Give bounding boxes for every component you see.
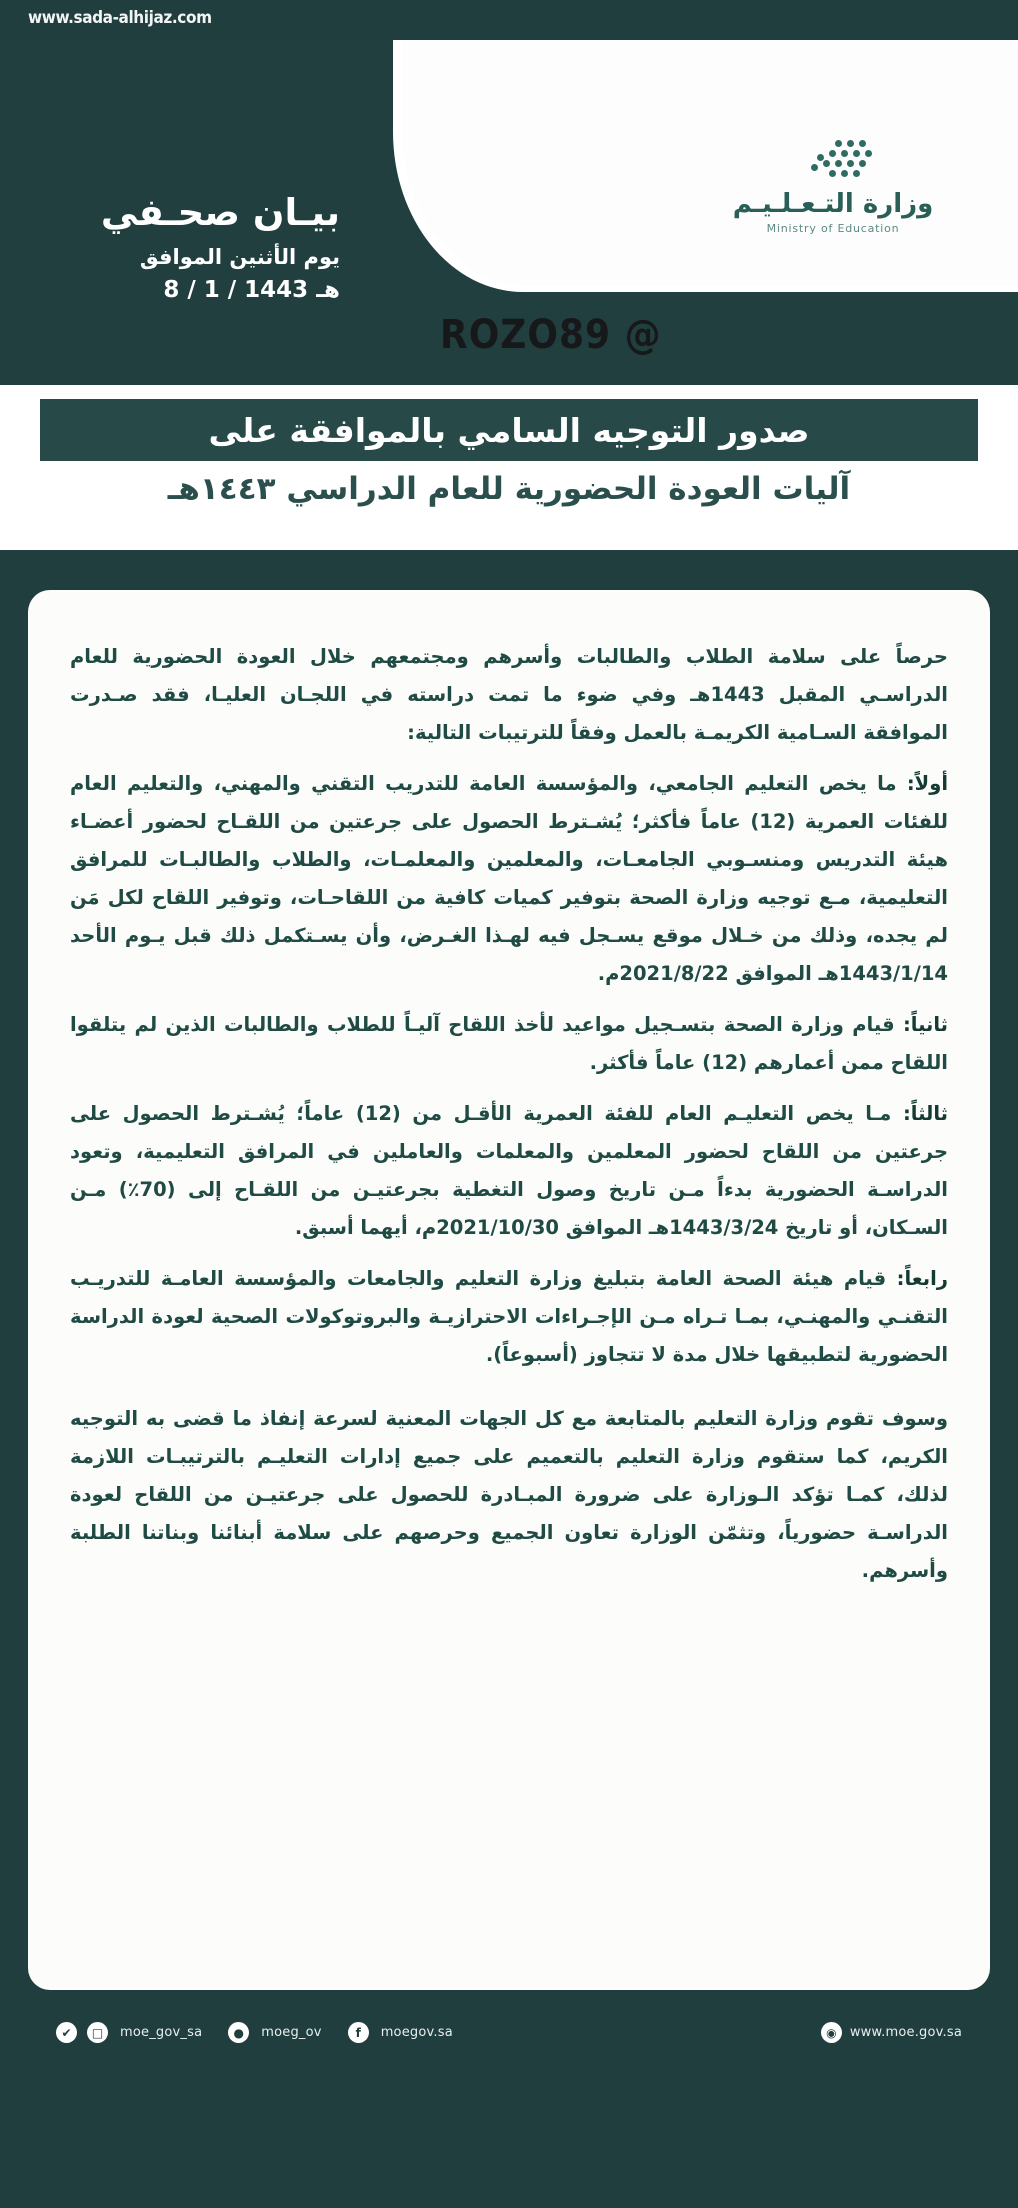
press-statement-date: 8 / 1 / 1443 هـ bbox=[163, 277, 340, 304]
website-url[interactable]: www.moe.gov.sa bbox=[849, 2025, 962, 2040]
paragraph-item-1 bbox=[70, 765, 948, 993]
ministry-logo bbox=[708, 140, 958, 235]
facebook-icon[interactable]: f bbox=[348, 2022, 369, 2043]
facebook-handle[interactable]: moegov.sa bbox=[380, 2025, 453, 2040]
snapchat-icon[interactable]: ● bbox=[228, 2022, 249, 2043]
item-4-text: قيام هيئة الصحة العامة بتبليغ وزارة التعليم والجامعات والمؤسسة العامـة للتدريـب التقنـي والمهنـي، بمـا تـراه مـن الإجـراءات الاحترازيـة والبروتوكولات الصحية لعودة الدراسة الحضورية لتطبيقها خلال مدة لا تتجاوز (أسبوعاً). bbox=[70, 1267, 948, 1367]
social-links bbox=[56, 2022, 469, 2043]
ministry-logo-english: Ministry of Education bbox=[766, 221, 900, 235]
ministry-logo-arabic: وزارة التـعـلـيـم bbox=[732, 189, 934, 219]
paragraph-intro: حرصاً على سلامة الطلاب والطالبات وأسرهم ومجتمعهم خلال العودة الحضورية للعام الدراسـي المقبل 1443هـ وفي ضوء ما تمت دراسته في اللجـان العليـا، فقد صـدرت الموافقة السـامية الكريمـة بالعمل وفقاً للترتيبات التالية: bbox=[70, 645, 948, 745]
headline-section bbox=[0, 385, 1018, 550]
headline-line2: آليات العودة الحضورية للعام الدراسي ١٤٤٣هـ bbox=[167, 471, 851, 507]
source-watermark: www.sada-alhijaz.com bbox=[28, 8, 212, 28]
watermark-bar bbox=[0, 0, 1018, 40]
item-2-lead: ثانياً: bbox=[902, 1013, 948, 1037]
item-4-lead: رابعاً: bbox=[896, 1267, 948, 1291]
item-1-text: ما يخص التعليم الجامعي، والمؤسسة العامة للتدريب التقني والمهني، والتعليم العام للفئات العمرية (12) عاماً فأكثر؛ يُشـترط الحصول على جرعتين من اللقـاح لحضور أعضـاء هيئة التدريس ومنسـوبي الجامعـات، والمعلمين والمعلمـات، والطلاب والطالبـات للمرافق التعليمية، مـع توجيه وزارة الصحة بتوفير كميات كافية من اللقاحـات، وتوفير اللقاح لكل مَن لم يجده، وذلك من خـلال موقع يسـجل فيه لهـذا الغـرض، وأن يسـتكمل ذلك قبل يـوم الأحد 1443/1/14هـ الموافق 2021/8/22م. bbox=[70, 772, 948, 986]
snapchat-handle[interactable]: moeg_ov bbox=[261, 2025, 322, 2040]
handle-watermark: ROZO89 @ bbox=[440, 312, 662, 358]
press-statement-block bbox=[0, 190, 400, 303]
logo-dots-icon bbox=[773, 140, 893, 184]
item-3-text: مـا يخص التعليـم العام للفئة العمرية الأقـل من (12) عاماً؛ يُشـترط الحصول على جرعتين من اللقاح لحضور المعلمين والمعلمات والعاملين في المرافق التعليمية، وتعود الدراسـة الحضورية بدءاً مـن تاريخ وصول التغطية بجرعتيـن من اللقـاح إلى (70٪) مـن السـكان، أو تاريخ 1443/3/24هـ الموافق 2021/10/30م، أيهما أسبق. bbox=[70, 1102, 948, 1240]
item-3-lead: ثالثاً: bbox=[902, 1102, 948, 1126]
press-statement-title: بيـان صحـفي bbox=[100, 191, 340, 234]
globe-icon: ◉ bbox=[821, 2022, 842, 2043]
press-statement-day: يوم الأثنين الموافق bbox=[139, 245, 340, 270]
item-1-lead: أولاً: bbox=[906, 772, 948, 796]
instagram-icon[interactable]: □ bbox=[87, 2022, 108, 2043]
paragraph-item-4 bbox=[70, 1260, 948, 1374]
item-2-text: قيام وزارة الصحة بتسـجيل مواعيد لأخذ اللقاح آليـاً للطلاب والطالبات الذين لم يتلقوا اللقاح ممن أعمارهم (12) عاماً فأكثر. bbox=[70, 1013, 948, 1075]
header bbox=[0, 40, 1018, 385]
paragraph-closing: وسوف تقوم وزارة التعليم بالمتابعة مع كل الجهات المعنية لسرعة إنفاذ ما قضى به التوجيه الكريم، كما ستقوم وزارة التعليم بالتعميم على جميع إدارات التعليـم بالترتيبـات اللازمة لذلك، كمـا تؤكد الـوزارة على ضرورة المبـادرة للحصول على جرعتيـن من اللقاح لعودة الدراسـة حضورياً، وتثمّن الوزارة تعاون الجميع وحرصهم على سلامة أبنائنا وبناتنا الطلبة وأسرهم. bbox=[70, 1407, 948, 1583]
headline-bar bbox=[40, 399, 978, 461]
instagram-handle[interactable]: moe_gov_sa bbox=[120, 2025, 203, 2040]
paragraph-item-2 bbox=[70, 1006, 948, 1082]
twitter-icon[interactable]: ✔ bbox=[56, 2022, 77, 2043]
website-link[interactable] bbox=[821, 2022, 962, 2043]
paragraph-item-3 bbox=[70, 1095, 948, 1247]
footer bbox=[0, 1990, 1018, 2208]
headline-line1: صدور التوجيه السامي بالموافقة على bbox=[208, 410, 810, 450]
statement-body-card bbox=[28, 590, 990, 1990]
